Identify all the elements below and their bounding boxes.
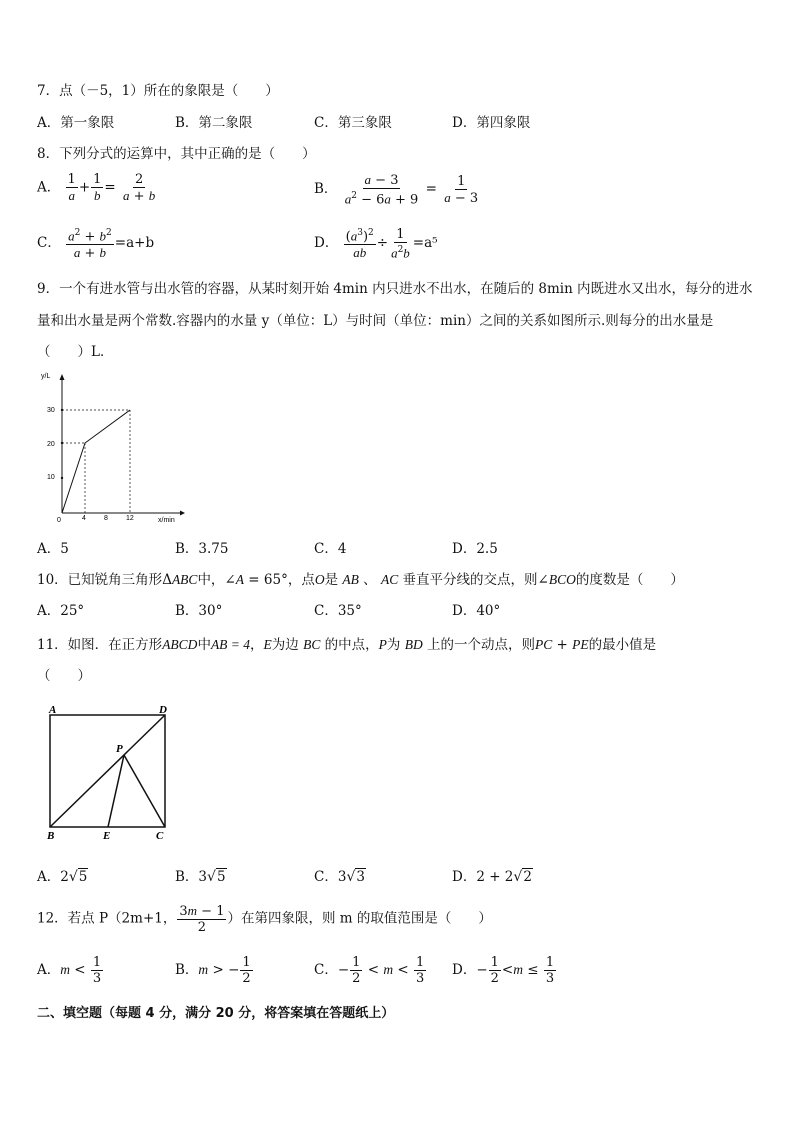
q10-option-a: A．25° — [37, 603, 85, 619]
q9-line-1: 9．一个有进水管与出水管的容器，从某时刻开始 4min 内只进水不出水，在随后的 8min 内既进水又出水，每分的进水 — [37, 281, 753, 297]
q10-option-b: B．30° — [175, 603, 223, 619]
q11-option-b: B．3√5 — [175, 869, 226, 885]
segment-pe — [108, 755, 124, 827]
q10-option-d: D．40° — [452, 603, 501, 619]
q8-option-b: B． $\frac{a - 3}{a^2 - 6a + 9}$ = $\frac{1}{a - 3}$ — [314, 172, 479, 208]
x-axis-arrow — [180, 511, 185, 516]
q8-option-d: D． $\frac{(a^3)^2}{ab}$ ÷ $\frac{1}{a^2b}$ =a⁵ — [314, 226, 438, 261]
q11-option-d: D．2 + 2√2 — [452, 869, 532, 885]
q10-option-c: C．35° — [314, 603, 362, 619]
x-tick-4: 4 — [82, 515, 86, 522]
y-axis-arrow — [60, 374, 65, 380]
q11-option-a: A．2√5 — [37, 869, 88, 885]
q12-option-b: B．m > − $\frac{1}{2}$ — [175, 955, 251, 986]
q8-option-a: A． $\frac{1}{a}$ + $\frac{1}{b}$ = $\frac{2}{a + b}$ — [37, 172, 156, 204]
segment-pc — [124, 755, 165, 827]
q11-square-figure — [40, 700, 180, 845]
q9-option-b: B．3.75 — [175, 541, 229, 557]
q9-line-3: （ ）L． — [37, 344, 114, 360]
label-c: C — [156, 830, 164, 842]
q12-stem: 12．若点 P（2m+1， $\frac{3m - 1}{2}$ ）在第四象限，则 m 的取值范围是（ ） — [37, 903, 492, 935]
diagonal-bd — [50, 715, 165, 827]
q12-option-a: A．m < $\frac{1}{3}$ — [37, 955, 102, 986]
section-2-heading: 二、填空题（每题 4 分，满分 20 分，将答案填在答题纸上） — [37, 1006, 395, 1021]
label-e: E — [103, 830, 111, 842]
q7-option-b: B．第二象限 — [175, 115, 253, 131]
q11-line-2: （ ） — [37, 668, 91, 684]
q7-option-a: A．第一象限 — [37, 115, 115, 131]
q12-option-d: D．− $\frac{1}{2}$ <m ≤ $\frac{1}{3}$ — [452, 955, 555, 986]
q9-line-2: 量和出水量是两个常数.容器内的水量 y（单位：L）与时间（单位：min）之间的关系如图所示.则每分的出水量是 — [37, 313, 714, 329]
label-d: D — [159, 704, 167, 716]
label-b: B — [47, 830, 55, 842]
q11-stem: 11．如图．在正方形ABCD中AB = 4，E为边 BC 的中点，P为 BD 上的一个动点，则PC + PE的最小值是 — [37, 637, 657, 653]
y-tick-30: 30 — [47, 407, 55, 414]
q7-option-d: D．第四象限 — [452, 115, 531, 131]
y-axis-label: y/L — [41, 373, 51, 380]
q9-graph — [30, 368, 190, 528]
water-line — [62, 410, 130, 513]
q7-stem: 7．点（－5，1）所在的象限是（ ） — [37, 83, 279, 99]
x-tick-8: 8 — [104, 515, 108, 522]
q9-option-c: C．4 — [314, 541, 347, 557]
label-a: A — [49, 704, 57, 716]
q7-option-c: C．第三象限 — [314, 115, 392, 131]
x-tick-12: 12 — [126, 515, 134, 522]
label-p: P — [116, 743, 123, 755]
y-tick-10: 10 — [47, 474, 55, 481]
q12-option-c: C．− $\frac{1}{2}$ < m < $\frac{1}{3}$ — [314, 955, 425, 986]
q9-option-d: D．2.5 — [452, 541, 498, 557]
q8-stem: 8．下列分式的运算中，其中正确的是（ ） — [37, 146, 316, 162]
q10-stem: 10．已知锐角三角形ΔABC中，∠A = 65°，点O是 AB 、 AC 垂直平分线的交点，则∠BCO的度数是（ ） — [37, 572, 684, 588]
q9-option-a: A．5 — [37, 541, 69, 557]
y-tick-20: 20 — [47, 441, 55, 448]
q8-option-c: C． $\frac{a^2 + b^2}{a + b}$ =a+b — [37, 228, 155, 262]
q11-option-c: C．3√3 — [314, 869, 365, 885]
x-axis-label: x/min — [158, 517, 175, 524]
origin-label: 0 — [57, 517, 61, 524]
